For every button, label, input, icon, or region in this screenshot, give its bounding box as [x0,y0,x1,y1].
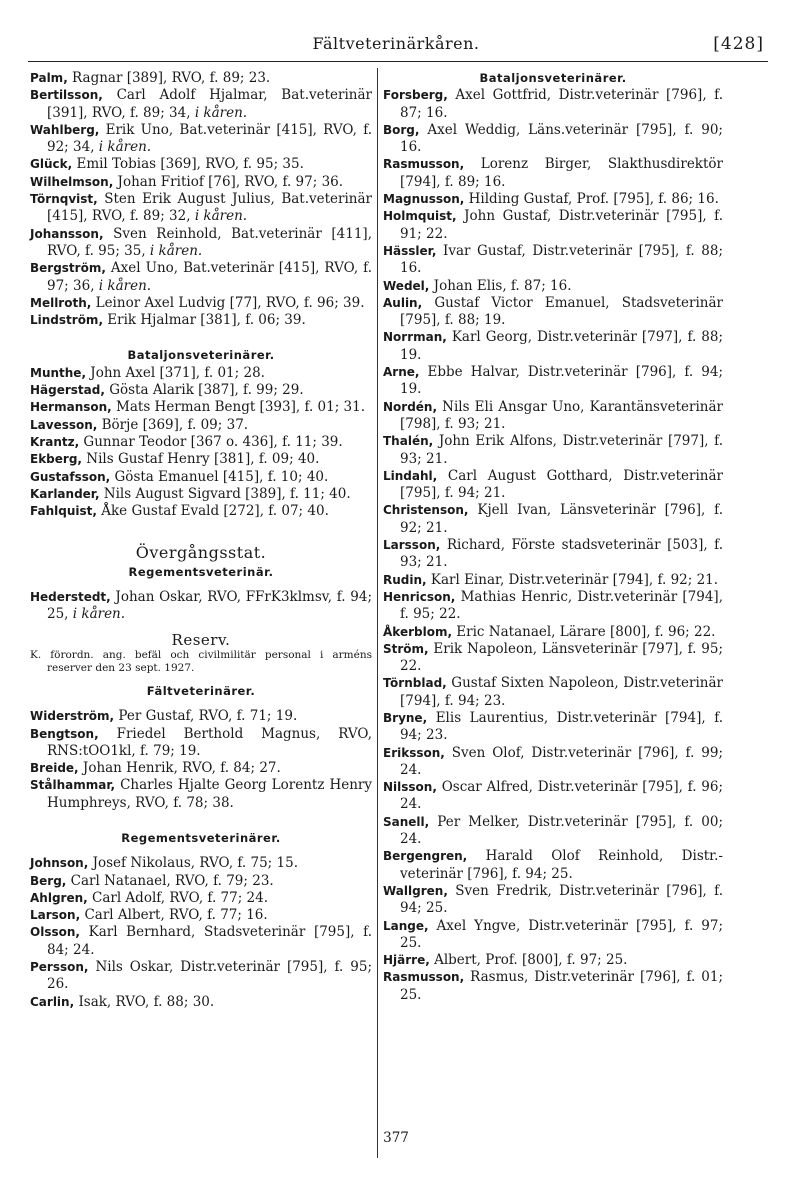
entry-name: Gustafsson, [30,469,111,484]
entry-name: Borg, [383,122,420,137]
entry-name: Berg, [30,873,67,888]
list-item [30,726,372,761]
entry-name: Hägerstad, [30,383,105,398]
page-header [28,34,764,62]
entry-name: Sanell, [383,814,430,829]
list-item [383,364,723,399]
entry-details: Mathias Henric, Distr.veterinär [794], f. 95; 22. [400,588,723,623]
section-heading: Bataljonsveterinärer. [479,71,627,85]
entry-name: Rasmusson, [383,970,465,985]
entry-name: Bergström, [30,261,106,276]
entry-details: Sven Olof, Distr.veterinär [796], f. 99; 24. [400,744,723,778]
list-item [383,433,723,468]
list-item [383,710,723,745]
entry-details: Carl Albert, RVO, f. 77; 16. [80,907,268,924]
entry-name: Hässler, [383,243,437,258]
entry-details: Carl Natanael, RVO, f. 79; 23. [66,872,274,889]
list-item [383,278,723,295]
list-item [30,295,372,312]
spacer [30,581,372,589]
entry-details: Harald Olof Reinhold, Distr.-veterinär [796], f. 94; 25. [400,848,723,882]
entry-details: Eric Natanael, Lärare [800], f. 96; 22. [452,623,716,640]
list-item [383,156,723,191]
entry-name: Hjärre, [383,953,430,968]
entry-name: Bertilsson, [30,88,103,103]
section-heading: Fältveterinärer. [146,683,256,698]
entry-details: Gustaf Victor Emanuel, Stadsveterinär [795], f. 88; 19. [400,294,723,329]
list-item [30,760,372,777]
entry-name: Palm, [30,71,68,85]
entry-name: Carlin, [30,994,75,1009]
entry-details: Johan Elis, f. 87; 16. [429,277,572,294]
list-item [30,365,372,382]
list-item [383,883,723,918]
entry-name: Nilsson, [383,780,437,795]
list-item [30,924,372,959]
entry-name: Breide, [30,761,79,776]
entry-details: Emil Tobias [369], RVO, f. 95; 35. [72,156,304,173]
list-item [30,777,372,812]
entry-name: Norrman, [383,330,447,345]
list-item [30,959,372,994]
list-item [383,952,723,969]
list-item [30,890,372,907]
list-item [383,848,723,883]
entry-note: i kåren. [190,208,248,225]
entry-details: Erik Hjalmar [381], f. 06; 39. [103,312,306,329]
entry-details: Charles Hjalte Georg Lorentz Henry Humphreys, RVO, f. 78; 38. [47,777,372,811]
list-item [383,468,723,503]
list-item [30,708,372,725]
entry-name: Olsson, [30,925,80,940]
entry-name: Wilhelmson, [30,174,114,189]
section-heading: Bataljonsveterinärer. [127,348,275,363]
list-item [383,122,723,157]
entry-name: Törnqvist, [30,192,98,207]
column-divider [377,68,378,1158]
list-item [30,994,372,1011]
entry-details: Erik Uno, Bat.veterinär [415], RVO, f. 92; 34, [47,121,372,156]
list-item [383,814,723,849]
entry-name: Fahlquist, [30,504,97,519]
entry-name: Wallgren, [383,883,448,898]
entry-details: Nils August Sigvard [389], f. 11; 40. [99,485,351,502]
list-item [30,70,372,87]
entry-name: Lindström, [30,313,103,328]
entry-details: Oscar Alfred, Distr.veterinär [795], f. 96; 24. [400,779,723,813]
entry-name: Mellroth, [30,295,92,310]
list-item [383,208,723,243]
list-item [30,907,372,924]
entry-name: Munthe, [30,365,87,380]
entry-name: Forsberg, [383,88,448,103]
entry-details: Erik Napoleon, Länsveterinär [797], f. 95; 22. [400,640,723,675]
entry-details: Gösta Alarik [387], f. 99; 29. [104,382,304,399]
list-item [383,191,723,208]
entry-details: Carl August Gotthard, Distr.veterinär [795], f. 94; 21. [400,467,723,502]
entry-note: i kåren. [145,242,203,259]
entry-name: Wedel, [383,278,430,293]
entry-details: Albert, Prof. [800], f. 97; 25. [429,952,628,969]
list-item [383,969,723,1004]
list-item [383,918,723,953]
page-title: Fältveterinärkåren. [312,34,480,53]
entry-name: Törnblad, [383,676,447,691]
entry-details: Lorenz Birger, Slakthusdirektör [794], f. 89; 16. [400,156,723,190]
entry-details: Gösta Emanuel [415], f. 10; 40. [110,468,329,485]
entry-details: Ivar Gustaf, Distr.veterinär [795], f. 88; 16. [400,242,723,277]
list-item [383,641,723,676]
entry-details: Josef Nikolaus, RVO, f. 75; 15. [88,855,298,872]
entry-details: Nils Eli Ansgar Uno, Karantänsveterinär [798], f. 93; 21. [400,398,723,432]
page-footer-number: 377 [383,1130,409,1146]
entry-name: Magnusson, [383,192,465,207]
header-rule [28,61,768,62]
entry-details: Axel Gottfrid, Distr.veterinär [796], f. 87; 16. [400,87,723,121]
entry-details: Sten Erik August Julius, Bat.veterinär [415], RVO, f. 89; 32, [47,191,372,225]
entry-details: Sven Fredrik, Distr.veterinär [796], f. 94; 25. [400,882,723,917]
entry-name: Eriksson, [383,745,445,760]
list-item [30,312,372,329]
major-heading: Övergångsstat. [135,543,267,563]
entry-details: Ebbe Halvar, Distr.veterinär [796], f. 94; 19. [400,364,723,398]
entry-note: i kåren. [94,139,152,156]
entry-name: Bryne, [383,710,428,725]
entry-details: John Axel [371], f. 01; 28. [86,364,265,381]
list-item [383,745,723,780]
list-item [383,87,723,122]
entry-details: Karl Georg, Distr.veterinär [797], f. 88; 19. [400,329,723,363]
entry-name: Aulin, [383,295,423,310]
entry-name: Thalén, [383,434,434,449]
list-item [30,417,372,434]
entry-details: Leinor Axel Ludvig [77], RVO, f. 96; 39. [91,294,365,311]
entry-name: Bengtson, [30,726,99,741]
list-item [30,156,372,173]
entry-details: Per Gustaf, RVO, f. 71; 19. [114,708,298,725]
list-item [383,537,723,572]
entry-details: Gunnar Teodor [367 o. 436], f. 11; 39. [79,433,343,450]
entry-details: Kjell Ivan, Länsveterinär [796], f. 92; 21. [400,502,723,536]
entry-name: Lange, [383,918,429,933]
entry-name: Arne, [383,365,420,380]
entry-details: Carl Adolf Hjalmar, Bat.veterinär [391], RVO, f. 89; 34, [47,87,372,121]
list-item [383,399,723,434]
entry-name: Lindahl, [383,468,438,483]
spacer [30,700,372,708]
entry-note: i kåren. [68,606,126,623]
entry-details: Åke Gustaf Evald [272], f. 07; 40. [96,503,329,520]
entry-details: Karl Bernhard, Stadsveterinär [795], f. 84; 24. [47,924,372,958]
list-item [30,873,372,890]
spacer [30,812,372,830]
entry-details: Axel Yngve, Distr.veterinär [795], f. 97; 25. [400,917,723,951]
list-item [383,779,723,814]
entry-details: Friedel Berthold Magnus, RVO, RNS:tOO1kl, f. 79; 19. [47,725,372,759]
entry-name: Persson, [30,960,89,975]
entry-name: Johansson, [30,226,104,241]
entry-details: Elis Laurentius, Distr.veterinär [794], f. 94; 23. [400,709,723,744]
entry-name: Larsson, [383,538,441,553]
list-item [30,503,372,520]
list-item [383,243,723,278]
entry-name: Hermanson, [30,400,112,415]
list-item [383,295,723,330]
list-item [30,87,372,122]
entry-name: Karlander, [30,486,100,501]
entry-details: Rasmus, Distr.veterinär [796], f. 01; 25. [400,969,723,1003]
entry-name: Nordén, [383,399,438,414]
entry-details: John Gustaf, Distr.veterinär [795], f. 91; 22. [400,208,723,242]
entry-details: Karl Einar, Distr.veterinär [794], f. 92; 21. [426,571,719,588]
entry-name: Rudin, [383,572,427,587]
footnote: K. förordn. ang. befäl och civilmilitär personal i arméns reserver den 23 sept. 1927. [30,648,372,674]
section-heading: Regementsveterinärer. [121,830,281,845]
entry-name: Rasmusson, [383,157,465,172]
spacer [30,329,372,347]
left-column [30,70,372,1011]
list-item [30,260,372,295]
list-item [383,502,723,537]
list-item [383,572,723,589]
entry-name: Wahlberg, [30,122,100,137]
entry-details: Richard, Förste stadsveterinär [503], f. 93; 21. [400,537,723,571]
entry-details: Axel Uno, Bat.veterinär [415], RVO, f. 97; 36, [47,260,372,294]
list-item [30,469,372,486]
list-item [383,589,723,624]
entry-name: Hederstedt, [30,590,111,605]
entry-details: Sven Reinhold, Bat.veterinär [411], RVO, f. 95; 35, [47,225,372,259]
entry-name: Glück, [30,157,73,172]
entry-name: Åkerblom, [383,624,453,639]
entry-details: Johan Henrik, RVO, f. 84; 27. [78,760,281,777]
subsection-heading: Reserv. [171,630,231,649]
list-item [383,329,723,364]
entry-name: Lavesson, [30,417,98,432]
list-item [30,589,372,624]
entry-details: Ragnar [389], RVO, f. 89; 23. [67,70,271,86]
entry-details: John Erik Alfons, Distr.veterinär [797], f. 93; 21. [400,433,723,467]
entry-name: Henricson, [383,589,456,604]
entry-name: Ahlgren, [30,890,88,905]
entry-note: i kåren. [190,104,248,121]
spacer [30,675,372,683]
section-heading: Regementsveterinär. [128,564,274,579]
list-item [383,624,723,641]
entry-details: Johan Oskar, RVO, FFrK3klmsv, f. 94; 25, [47,589,372,623]
entry-details: Hilding Gustaf, Prof. [795], f. 86; 16. [464,191,719,208]
entry-details: Mats Herman Bengt [393], f. 01; 31. [111,399,366,416]
entry-name: Ström, [383,641,429,656]
entry-details: Nils Gustaf Henry [381], f. 09; 40. [81,451,320,468]
entry-details: Johan Fritiof [76], RVO, f. 97; 36. [113,173,344,190]
page-number-top: [428] [713,34,764,54]
entry-name: Stålhammar, [30,778,116,793]
right-column [383,70,723,1004]
list-item [30,399,372,416]
list-item [30,434,372,451]
list-item [30,486,372,503]
list-item [30,191,372,226]
entry-details: Axel Weddig, Läns.veterinär [795], f. 90; 16. [400,121,723,156]
entry-note: i kåren. [94,277,152,294]
list-item [30,855,372,872]
entry-name: Johnson, [30,856,89,871]
entry-name: Holmquist, [383,209,457,224]
list-item [30,382,372,399]
entry-details: Gustaf Sixten Napoleon, Distr.veterinär [794], f. 94; 23. [400,675,723,709]
entry-name: Bergengren, [383,849,468,864]
entry-details: Carl Adolf, RVO, f. 77; 24. [87,889,269,906]
list-item [30,226,372,261]
list-item [30,174,372,191]
entry-name: Krantz, [30,434,80,449]
list-item [383,675,723,710]
entry-name: Larson, [30,908,81,923]
entry-name: Ekberg, [30,452,82,467]
list-item [30,122,372,157]
entry-details: Börje [369], f. 09; 37. [97,416,249,433]
list-item [30,451,372,468]
spacer [30,847,372,855]
entry-name: Widerström, [30,709,115,724]
entry-details: Nils Oskar, Distr.veterinär [795], f. 95; 26. [47,959,372,993]
entry-details: Isak, RVO, f. 88; 30. [74,993,215,1010]
entry-name: Christenson, [383,503,469,518]
entry-details: Per Melker, Distr.veterinär [795], f. 00; 24. [400,813,723,848]
